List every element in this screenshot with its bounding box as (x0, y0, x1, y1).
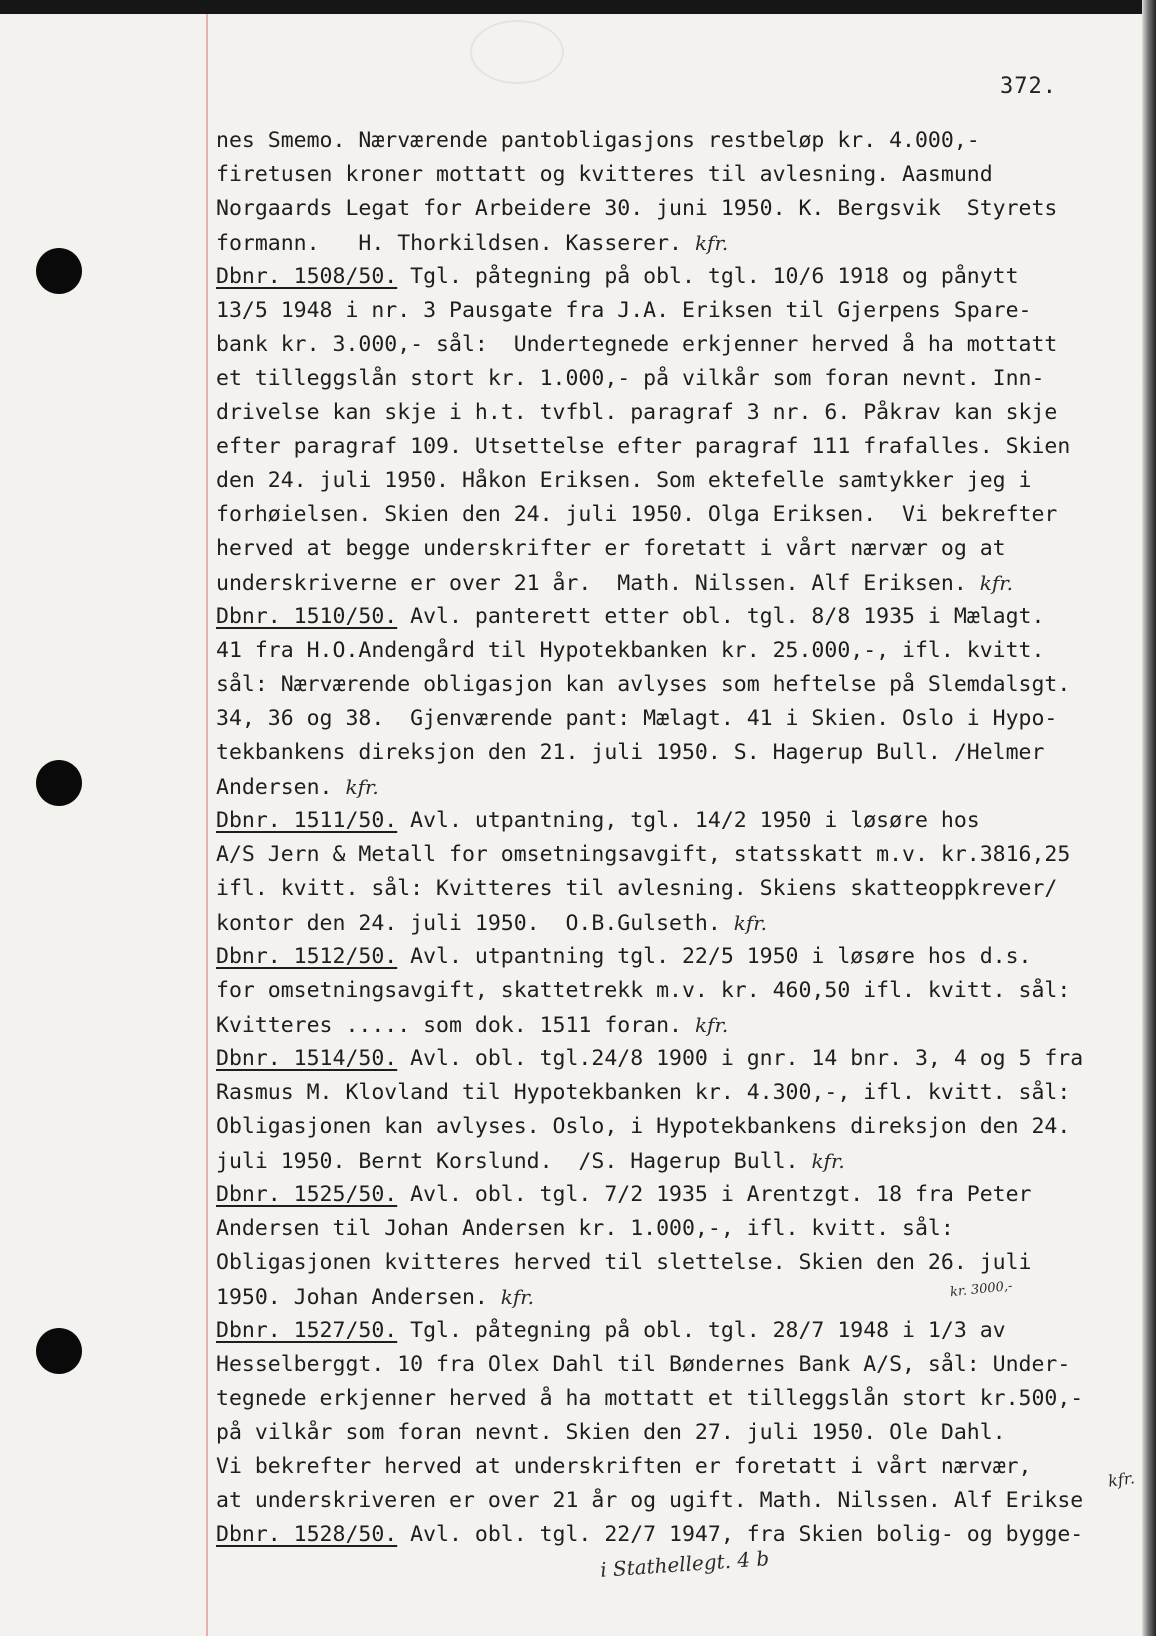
line-text: Vi bekrefter herved at underskriften er foretatt i vårt nærvær, (216, 1454, 1032, 1479)
line-text: Kvitteres ..... som dok. 1511 foran. (216, 1013, 695, 1038)
text-line (216, 430, 1126, 464)
line-text: et tilleggslån stort kr. 1.000,- på vilkår som foran nevnt. Inn- (216, 366, 1045, 391)
entry-line (216, 1042, 1126, 1076)
line-text: Tgl. påtegning på obl. tgl. 28/7 1948 i 1/3 av (397, 1318, 1006, 1343)
line-text: på vilkår som foran nevnt. Skien den 27. juli 1950. Ole Dahl. (216, 1420, 1006, 1445)
line-text: Avl. utpantning, tgl. 14/2 1950 i løsøre hos (397, 808, 980, 833)
line-text: Andersen til Johan Andersen kr. 1.000,-, ifl. kvitt. sål: (216, 1216, 954, 1241)
punch-hole (36, 1328, 82, 1374)
text-line (216, 702, 1126, 736)
text-line (216, 1484, 1126, 1518)
line-text: for omsetningsavgift, skattetrekk m.v. kr. 460,50 ifl. kvitt. sål: (216, 978, 1071, 1003)
bleed-through-stamp (470, 20, 564, 84)
text-line (216, 1076, 1126, 1110)
text-line (216, 1348, 1126, 1382)
line-text: underskriverne er over 21 år. Math. Nilssen. Alf Eriksen. (216, 571, 980, 596)
document-reference: Dbnr. 1512/50. (216, 944, 398, 969)
line-text: 34, 36 og 38. Gjenværende pant: Mælagt. 41 i Skien. Oslo i Hypo- (216, 706, 1058, 731)
document-reference: Dbnr. 1527/50. (216, 1318, 398, 1343)
line-text: 13/5 1948 i nr. 3 Pausgate fra J.A. Eriksen til Gjerpens Spare- (216, 298, 1032, 323)
line-text: 41 fra H.O.Andengård til Hypotekbanken kr. 25.000,-, ifl. kvitt. (216, 638, 1045, 663)
document-text (216, 124, 1126, 1552)
line-text: at underskriveren er over 21 år og ugift. Math. Nilssen. Alf Erikse (216, 1488, 1084, 1513)
text-line (216, 974, 1126, 1008)
handwritten-initials: kfr. (811, 1149, 845, 1173)
document-reference: Dbnr. 1528/50. (216, 1522, 398, 1547)
text-line (216, 1246, 1126, 1280)
handwritten-initials: kfr. (733, 911, 768, 935)
text-line (216, 124, 1126, 158)
line-text: drivelse kan skje i h.t. tvfbl. paragraf 3 nr. 6. Påkrav kan skje (216, 400, 1058, 425)
document-reference: Dbnr. 1511/50. (216, 808, 398, 833)
document-reference: Dbnr. 1508/50. (216, 264, 398, 289)
line-text: Andersen. (216, 775, 346, 800)
line-text: tegnede erkjenner herved å ha mottatt et tilleggslån stort kr.500,- (216, 1386, 1084, 1411)
entry-line (216, 1518, 1126, 1552)
punch-hole (36, 248, 82, 294)
line-text: den 24. juli 1950. Håkon Eriksen. Som ektefelle samtykker jeg i (216, 468, 1032, 493)
handwritten-initials: kfr. (345, 775, 379, 799)
page-number: 372. (1000, 74, 1057, 99)
line-text: Avl. panterett etter obl. tgl. 8/8 1935 i Mælagt. (397, 604, 1045, 629)
line-text: Obligasjonen kvitteres herved til slettelse. Skien den 26. juli (216, 1250, 1032, 1275)
text-line (216, 464, 1126, 498)
line-text: A/S Jern & Metall for omsetningsavgift, statsskatt m.v. kr.3816,25 (216, 842, 1071, 867)
line-text: Avl. obl. tgl.24/8 1900 i gnr. 14 bnr. 3, 4 og 5 fra (397, 1046, 1084, 1071)
line-text: Avl. utpantning tgl. 22/5 1950 i løsøre hos d.s. (397, 944, 1032, 969)
line-text: Rasmus M. Klovland til Hypotekbanken kr. 4.300,-, ifl. kvitt. sål: (216, 1080, 1071, 1105)
line-text: efter paragraf 109. Utsettelse efter paragraf 111 frafalles. Skien (216, 434, 1071, 459)
text-line (216, 1416, 1126, 1450)
text-line (216, 226, 1126, 260)
line-text: tekbankens direksjon den 21. juli 1950. S. Hagerup Bull. /Helmer (216, 740, 1045, 765)
text-line (216, 192, 1126, 226)
line-text: 1950. Johan Andersen. (216, 1285, 501, 1310)
text-line (216, 1110, 1126, 1144)
text-line (216, 872, 1126, 906)
text-line (216, 362, 1126, 396)
text-line (216, 770, 1126, 804)
entry-line (216, 600, 1126, 634)
handwritten-initials: kfr. (500, 1285, 535, 1309)
document-reference: Dbnr. 1510/50. (216, 604, 398, 629)
text-line (216, 532, 1126, 566)
line-text: ifl. kvitt. sål: Kvitteres til avlesning. Skiens skatteoppkrever/ (216, 876, 1058, 901)
text-line (216, 736, 1126, 770)
line-text: juli 1950. Bernt Korslund. /S. Hagerup Bull. (216, 1149, 812, 1174)
line-text: Tgl. påtegning på obl. tgl. 10/6 1918 og pånytt (397, 264, 1019, 289)
line-text: Obligasjonen kan avlyses. Oslo, i Hypotekbankens direksjon den 24. (216, 1114, 1071, 1139)
text-line (216, 498, 1126, 532)
text-line (216, 906, 1126, 940)
scan-border-right (1142, 0, 1156, 1636)
handwritten-initials: kfr. (979, 571, 1013, 595)
handwritten-initials: kfr. (694, 1013, 729, 1037)
line-text: Avl. obl. tgl. 7/2 1935 i Arentzgt. 18 fra Peter (397, 1182, 1032, 1207)
entry-line (216, 1178, 1126, 1212)
text-line (216, 1450, 1126, 1484)
text-line (216, 1382, 1126, 1416)
handwritten-initials: kfr. (694, 231, 729, 255)
line-text: Avl. obl. tgl. 22/7 1947, fra Skien bolig- og bygge- (397, 1522, 1084, 1547)
text-line (216, 1144, 1126, 1178)
text-line (216, 566, 1126, 600)
text-line (216, 668, 1126, 702)
entry-line (216, 1314, 1126, 1348)
text-line (216, 328, 1126, 362)
document-reference: Dbnr. 1514/50. (216, 1046, 398, 1071)
line-text: forhøielsen. Skien den 24. juli 1950. Olga Eriksen. Vi bekrefter (216, 502, 1058, 527)
line-text: bank kr. 3.000,- sål: Undertegnede erkjenner herved å ha mottatt (216, 332, 1058, 357)
line-text: firetusen kroner mottatt og kvitteres til avlesning. Aasmund (216, 162, 993, 187)
margin-rule (206, 14, 208, 1636)
text-line (216, 1212, 1126, 1246)
text-line (216, 1008, 1126, 1042)
handwritten-initials: kfr. (1106, 1468, 1136, 1491)
entry-line (216, 804, 1126, 838)
text-line (216, 294, 1126, 328)
entry-line (216, 940, 1126, 974)
text-line (216, 396, 1126, 430)
line-text: kontor den 24. juli 1950. O.B.Gulseth. (216, 911, 734, 936)
text-line (216, 634, 1126, 668)
line-text: herved at begge underskrifter er foretatt i vårt nærvær og at (216, 536, 1006, 561)
line-text: Norgaards Legat for Arbeidere 30. juni 1950. K. Bergsvik Styrets (216, 196, 1058, 221)
document-reference: Dbnr. 1525/50. (216, 1182, 398, 1207)
line-text: formann. H. Thorkildsen. Kasserer. (216, 231, 695, 256)
text-line (216, 838, 1126, 872)
line-text: nes Smemo. Nærværende pantobligasjons restbeløp kr. 4.000,- (216, 128, 980, 153)
punch-hole (36, 760, 82, 806)
line-text: sål: Nærværende obligasjon kan avlyses som heftelse på Slemdalsgt. (216, 672, 1071, 697)
line-text: Hesselberggt. 10 fra Olex Dahl til Bøndernes Bank A/S, sål: Under- (216, 1352, 1071, 1377)
text-line (216, 158, 1126, 192)
handwritten-amount: kr. 3000,- (949, 1278, 1014, 1301)
entry-line (216, 260, 1126, 294)
scan-border-top (0, 0, 1156, 14)
handwritten-address: i Stathellegt. 4 b (599, 1546, 770, 1582)
